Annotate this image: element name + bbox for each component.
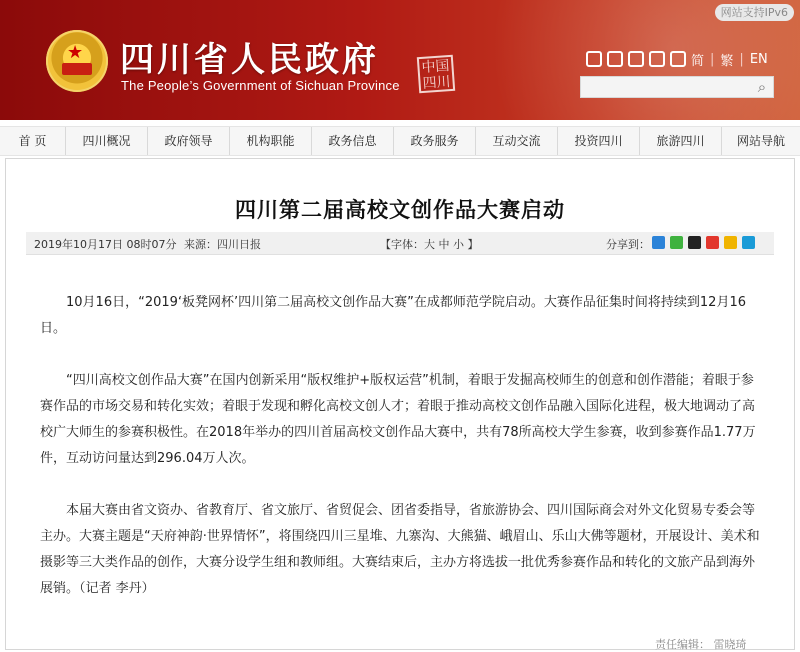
header-tools [586,48,768,70]
lang-english[interactable]: EN [749,51,768,67]
nav-item-site-map[interactable]: 网站导航 [736,134,785,148]
nav-item-sichuan-overview[interactable]: 四川概况 [66,127,148,155]
nav-item-invest[interactable]: 投资四川 [558,127,640,155]
rss-icon[interactable] [649,51,665,67]
article-body [40,290,764,628]
ipv6-badge: 网站支持IPv6 [715,4,794,21]
qzone-icon[interactable] [724,236,737,249]
wechat-icon[interactable] [628,51,644,67]
share-icons [652,236,760,249]
nav-item-home[interactable]: 首 页 [0,127,66,155]
national-emblem-icon[interactable] [46,30,108,92]
nav-item-functions[interactable]: 机构职能 [230,127,312,155]
mobile-icon[interactable] [586,51,602,67]
article-paragraph: 本届大赛由省文资办、省教育厅、省文旅厅、省贸促会、团省委指导，省旅游协会、四川国际商会对外文化贸易专委会等主办。大赛主题是“天府神韵·世界情怀”，将围绕四川三星堆、九寨沟、大熊猫、峨眉山、乐山大佛等题材，开展设计、美术和摄影等三大类作品的创作，大赛分设学生组和教师组。大赛结束后，主办方将选拔一批优秀参赛作品和转化的文旅产品到海外展销。（记者 李丹） [40,503,760,596]
qq-icon[interactable] [688,236,701,249]
main-nav [0,126,800,156]
article-title: 四川第二届高校文创作品大赛启动 [235,198,565,222]
weibo-icon[interactable] [706,236,719,249]
article-paragraph: “四川高校文创作品大赛”在国内创新采用“版权维护+版权运营”机制，着眼于发掘高校师生的创意和创作潜能；着眼于参赛作品的市场交易和转化实效；着眼于发现和孵化高校文创人才；着眼于推动高校文创作品融入国际化进程，极大地调动了高校广大师生的参赛积极性。在2018年举办的四川首届高校文创作品大赛中，共有78所高校大学生参赛，收到参赛作品1.77万件，互动访问量达到296.04万人次。 [40,373,756,466]
publish-date: 2019年10月17日 08时07分 [34,238,177,251]
tencent-icon[interactable] [742,236,755,249]
accessibility-icon[interactable] [670,51,686,67]
plus-share-icon[interactable] [652,236,665,249]
site-header [0,0,800,120]
editor-credit: 责任编辑： 雷晓琦 [655,638,747,651]
nav-item-gov-info[interactable]: 政务信息 [312,127,394,155]
site-title[interactable]: 四川省人民政府 [120,40,379,80]
article-meta-bar [26,232,774,255]
search-icon[interactable]: ⌕ [757,78,767,96]
wechat-icon[interactable] [670,236,683,249]
divider: | [739,51,744,67]
lang-simplified[interactable]: 简 [691,53,705,69]
share-label: 分享到： [606,238,650,251]
nav-item-interaction[interactable]: 互动交流 [476,127,558,155]
article-paragraph: 10月16日，“2019‘板凳网杯’四川第二届高校文创作品大赛”在成都师范学院启动。大赛作品征集时间将持续到12月16日。 [40,295,746,336]
lang-traditional[interactable]: 繁 [720,53,734,69]
star-icon: ★ [67,42,84,63]
divider: | [710,51,715,67]
nav-item-leaders[interactable]: 政府领导 [148,127,230,155]
search-input[interactable] [580,76,774,98]
seal-logo: 中国 四川 [417,55,455,93]
nav-item-gov-services[interactable]: 政务服务 [394,127,476,155]
gate-icon [62,63,92,75]
site-subtitle: The People’s Government of Sichuan Province [121,78,400,93]
nav-item-tourism[interactable]: 旅游四川 [640,127,722,155]
weibo-icon[interactable] [607,51,623,67]
article-source: 来源：四川日报 [184,238,261,251]
font-size-switch[interactable]: 【字体：大 中 小 】 [380,238,479,251]
